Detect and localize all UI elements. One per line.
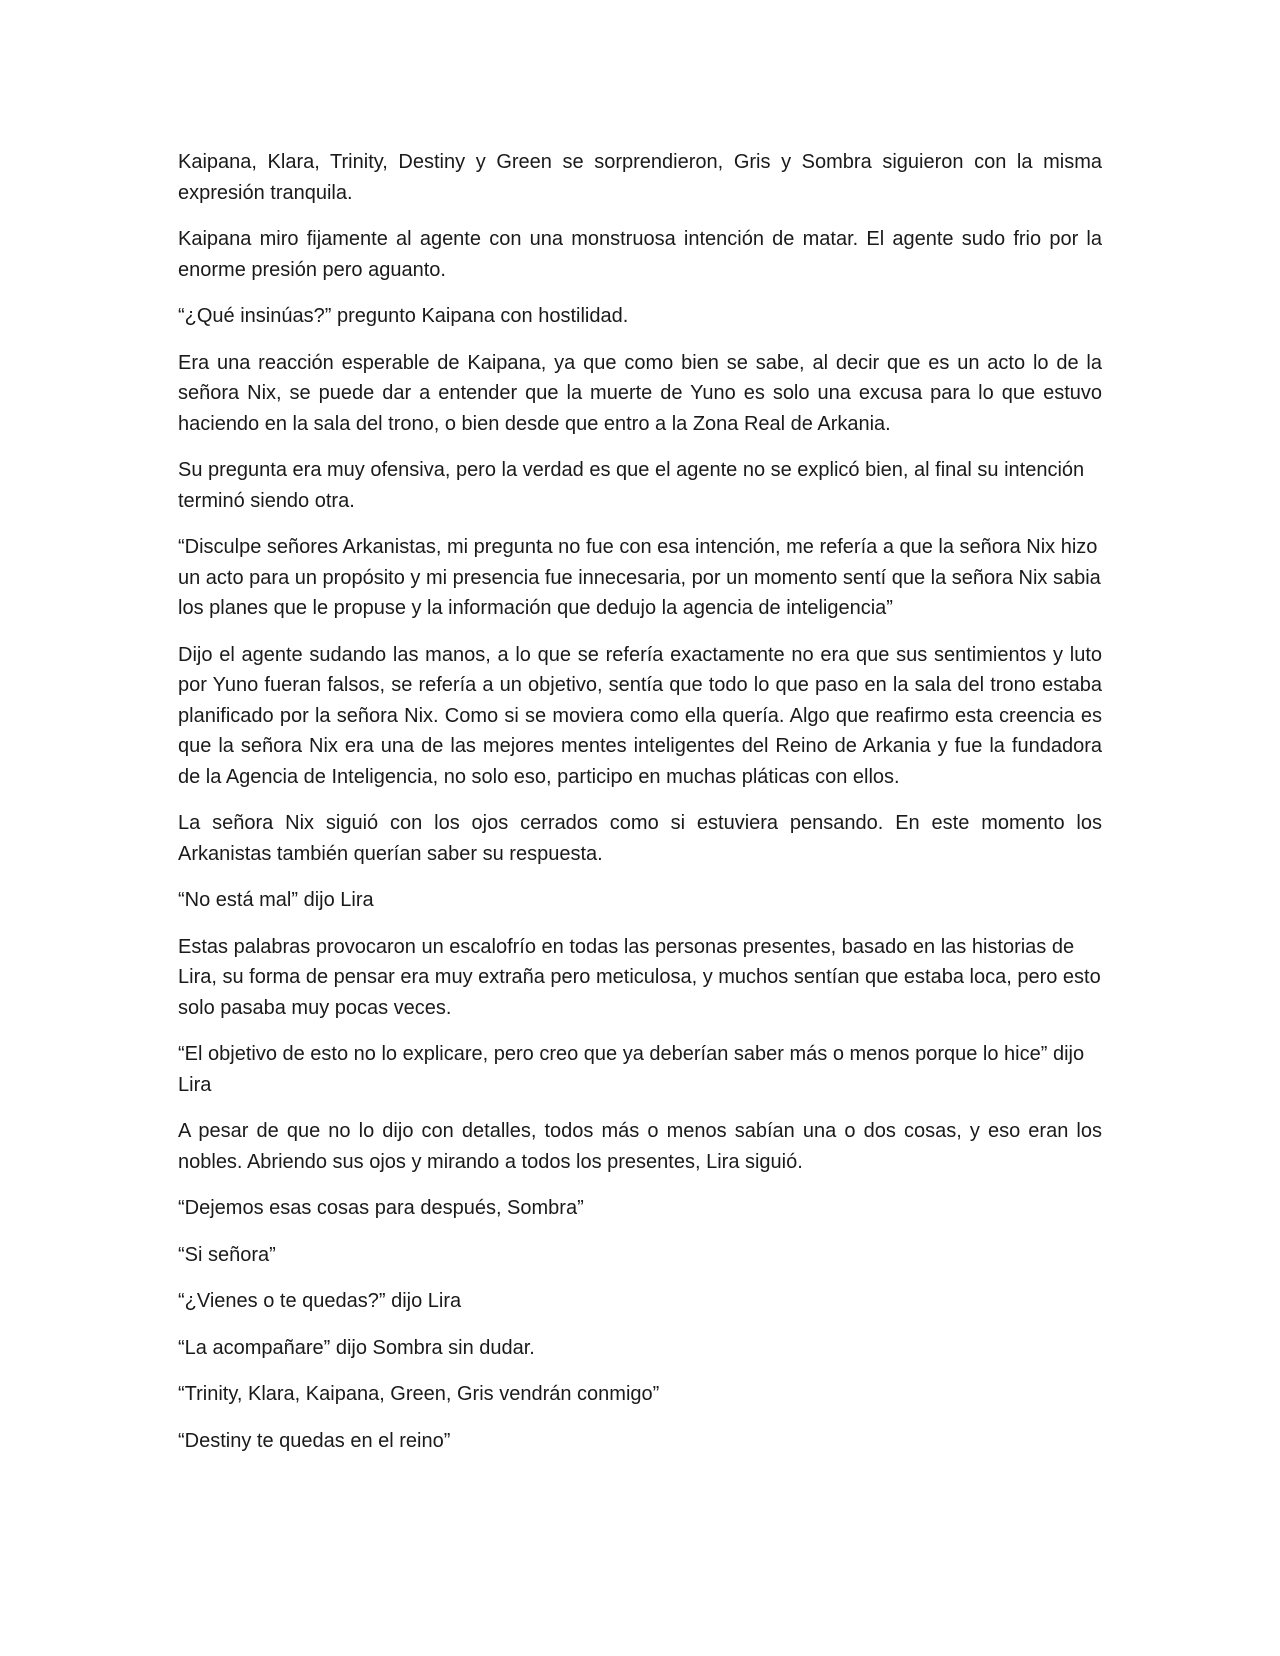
paragraph-12: A pesar de que no lo dijo con detalles, todos más o menos sabían una o dos cosas, y eso eran los nobles. Abriendo sus ojos y mirando a todos los presentes, Lira siguió.	[178, 1120, 1102, 1173]
paragraph-3: “¿Qué insinúas?” pregunto Kaipana con hostilidad.	[178, 305, 629, 327]
paragraph-15: “¿Vienes o te quedas?” dijo Lira	[178, 1290, 462, 1312]
paragraph-7: Dijo el agente sudando las manos, a lo que se refería exactamente no era que sus sentimientos y luto por Yuno fueran falsos, se refería a un objetivo, sentía que todo lo que paso en la sala del trono estaba planificado por la señora Nix. Como si se moviera como ella quería. Algo que reafirmo esta creencia es que la señora Nix era una de las mejores mentes inteligentes del Reino de Arkania y fue la fundadora de la Agencia de Inteligencia, no solo eso, participo en muchas pláticas con ellos.	[178, 643, 1102, 788]
paragraph-10: Estas palabras provocaron un escalofrío en todas las personas presentes, basado en las historias de Lira, su forma de pensar era muy extraña pero meticulosa, y muchos sentían que estaba loca, pero esto solo pasaba muy pocas veces.	[178, 935, 1101, 1019]
paragraph-14: “Si señora”	[178, 1243, 276, 1266]
paragraph-16: “La acompañare” dijo Sombra sin dudar.	[178, 1336, 535, 1359]
paragraph-8: La señora Nix siguió con los ojos cerrados como si estuviera pensando. En este momento los Arkanistas también querían saber su respuesta.	[178, 812, 1102, 865]
paragraph-17: “Trinity, Klara, Kaipana, Green, Gris vendrán conmigo”	[178, 1383, 660, 1405]
paragraph-5: Su pregunta era muy ofensiva, pero la verdad es que el agente no se explicó bien, al final su intención terminó siendo otra.	[178, 459, 1085, 512]
paragraph-1: Kaipana, Klara, Trinity, Destiny y Green se sorprendieron, Gris y Sombra siguieron con la misma expresión tranquila.	[178, 151, 1102, 204]
paragraph-13: “Dejemos esas cosas para después, Sombra”	[178, 1197, 584, 1219]
paragraph-9: “No está mal” dijo Lira	[178, 889, 374, 911]
paragraph-11: “El objetivo de esto no lo explicare, pero creo que ya deberían saber más o menos porque lo hice” dijo Lira	[178, 1043, 1085, 1096]
paragraph-2: Kaipana miro fijamente al agente con una monstruosa intención de matar. El agente sudo frio por la enorme presión pero aguanto.	[178, 228, 1102, 281]
document-body	[178, 147, 1102, 1472]
paragraph-6: “Disculpe señores Arkanistas, mi pregunta no fue con esa intención, me refería a que la señora Nix hizo un acto para un propósito y mi presencia fue innecesaria, por un momento sentí que la señora Nix sabia los planes que le propuse y la información que dedujo la agencia de inteligencia”	[178, 536, 1101, 619]
paragraph-4: Era una reacción esperable de Kaipana, ya que como bien se sabe, al decir que es un acto lo de la señora Nix, se puede dar a entender que la muerte de Yuno es solo una excusa para lo que estuvo haciendo en la sala del trono, o bien desde que entro a la Zona Real de Arkania.	[178, 351, 1102, 435]
paragraph-18: “Destiny te quedas en el reino”	[178, 1429, 451, 1452]
